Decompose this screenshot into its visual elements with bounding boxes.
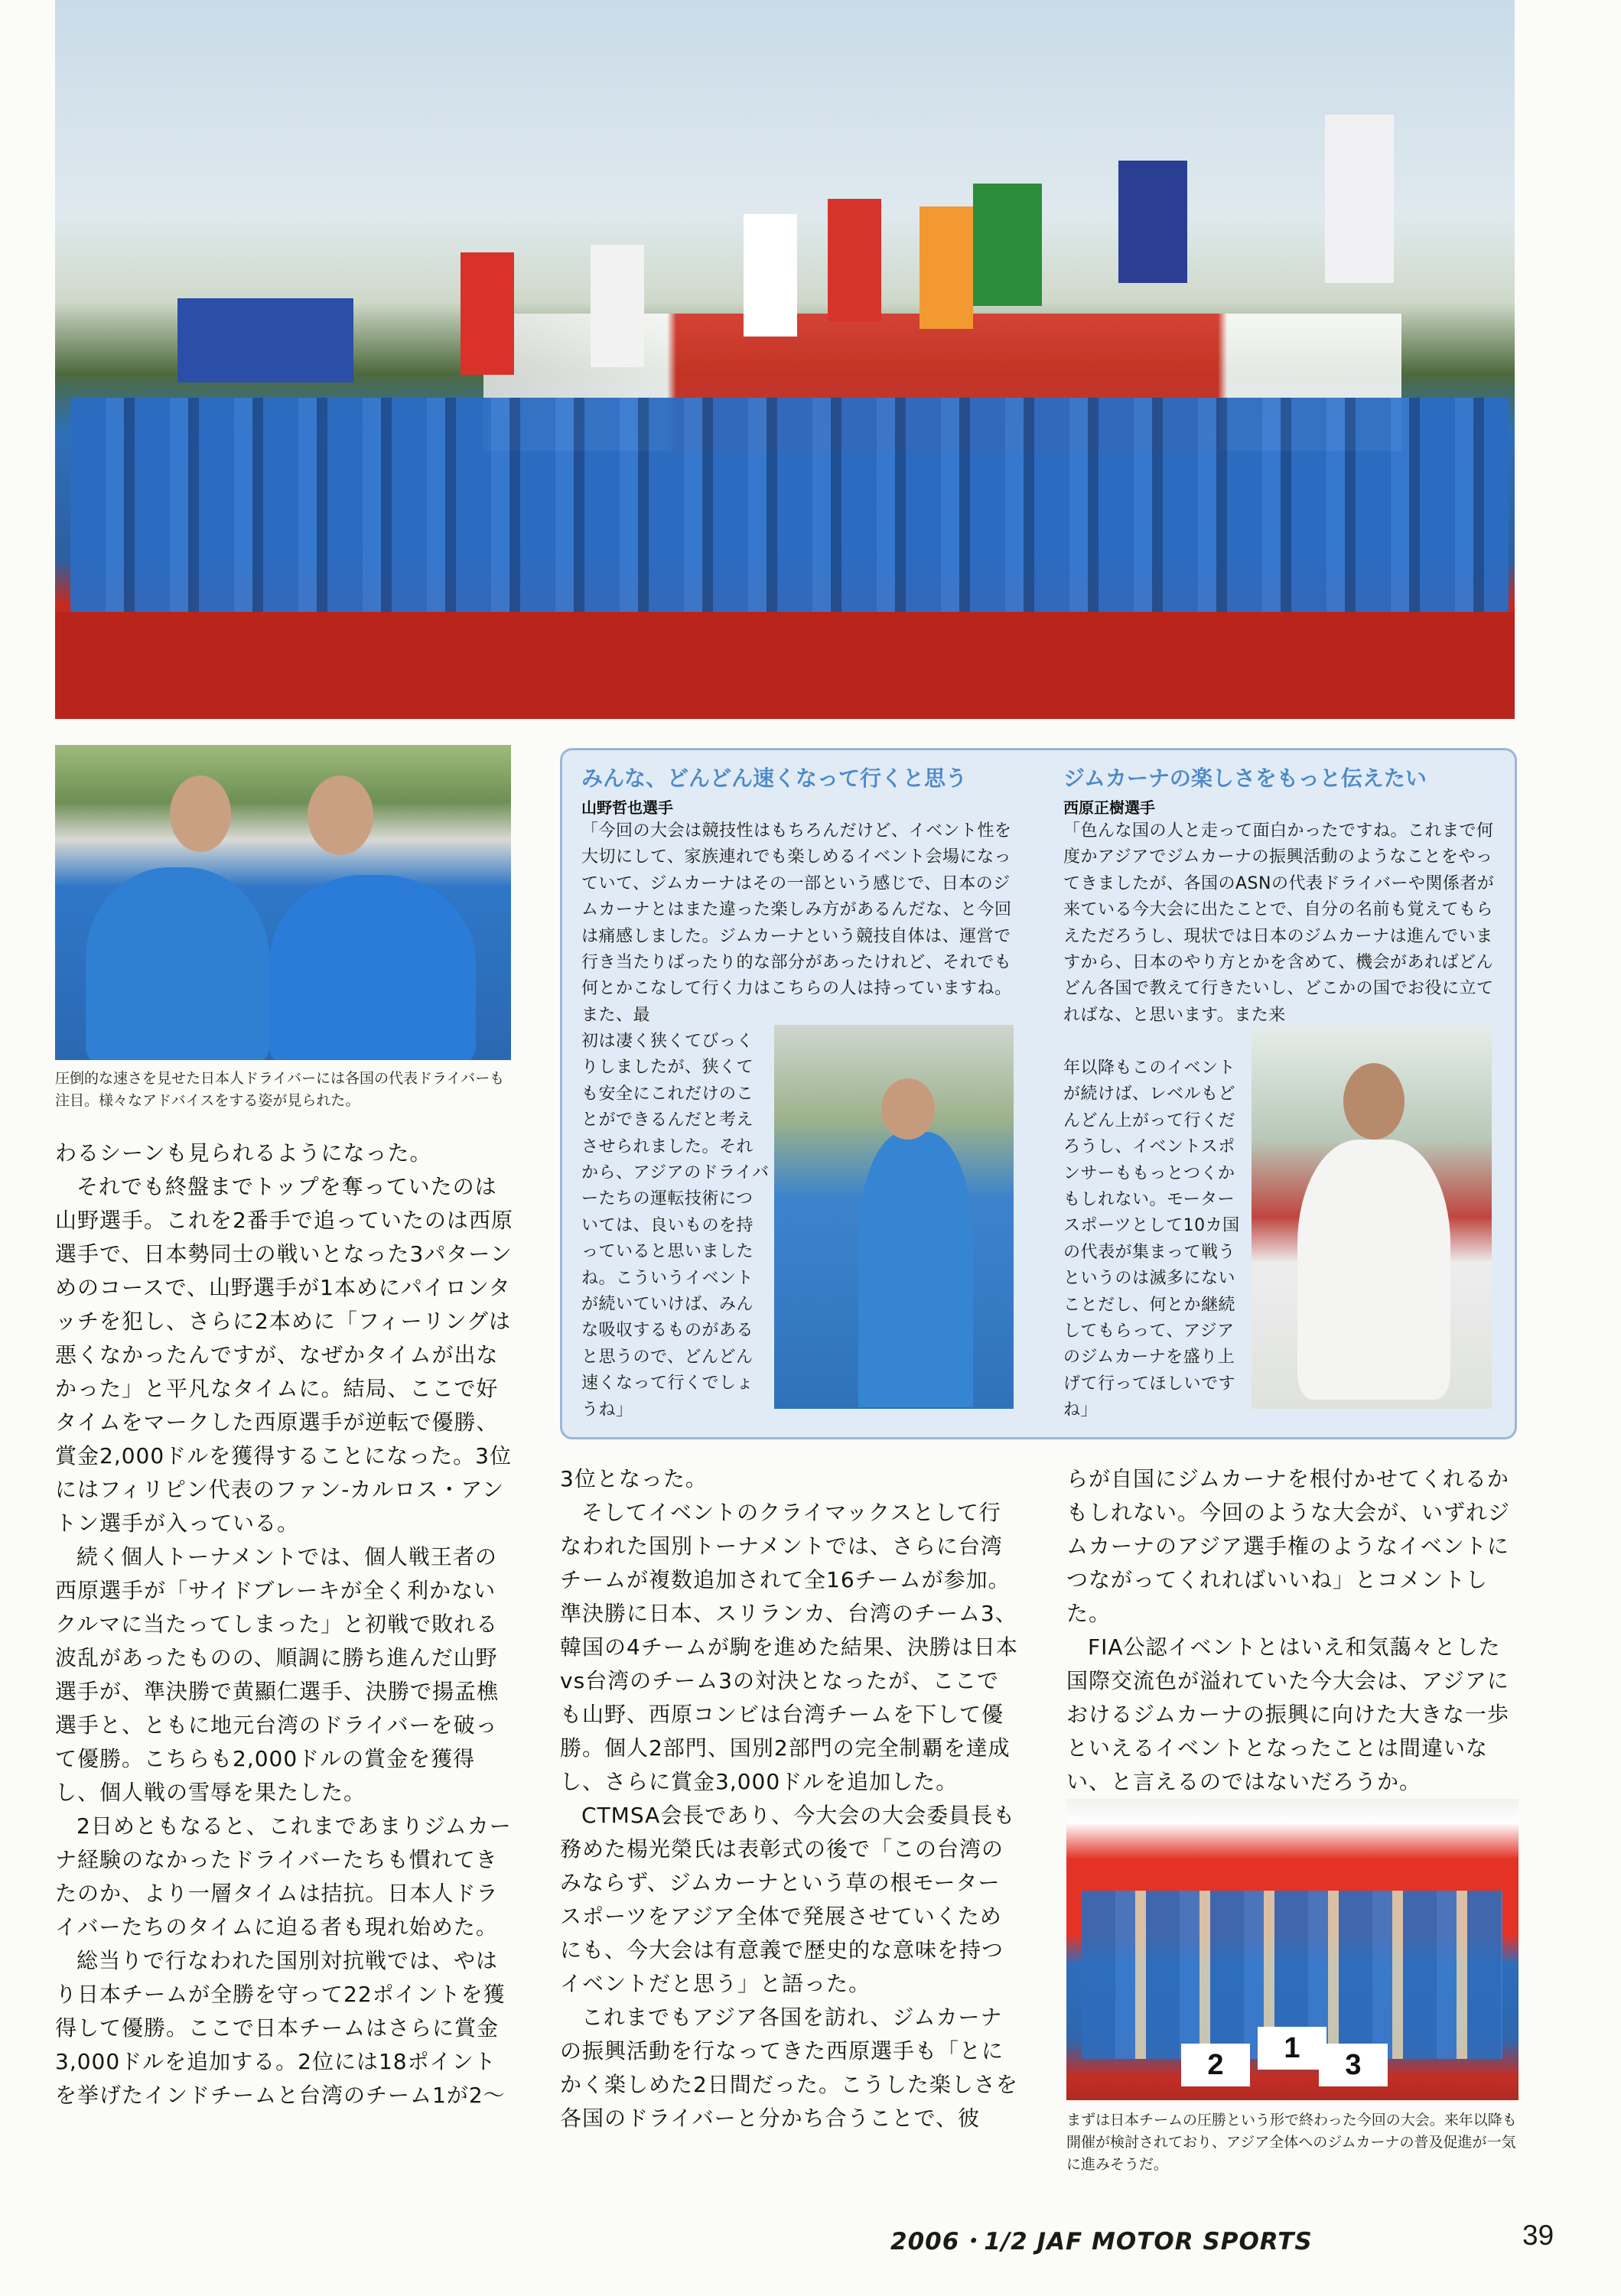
interview-left-name: 山野哲也選手 bbox=[581, 798, 673, 817]
body-paragraph: 2日めともなると、これまであまりジムカーナ経験のなかったドライバーたちも慣れてきたのか、より一層タイムは拮抗。日本人ドライバーたちのタイムに迫る者も現れ始めた。 bbox=[55, 1813, 512, 1940]
team-crowd bbox=[70, 398, 1509, 627]
interview-right-quote-wide: 「色んな国の人と走って面白かったですね。これまで何度かアジアでジムカーナの振興活動のようなことをやってきましたが、各国のASNの代表ドライバーや関係者が来ている今大会に出たことで、自分の名前も覚えてもらえただろうし、現状では日本のジムカーナは進んでいますから、日本のやり方とかを含めて、機会があればどんどん各国で教えて行きたいし、どこかの国でお役に立てればな、と思います。また来 bbox=[1063, 821, 1495, 1025]
hero-photo bbox=[55, 0, 1515, 719]
photo1-caption: 圧倒的な速さを見せた日本人ドライバーには各国の代表ドライバーも注目。様々なアドバイスをする姿が見られた。 bbox=[55, 1070, 505, 1109]
flag bbox=[461, 252, 514, 375]
interview-right-heading: ジムカーナの楽しさをもっと伝えたい bbox=[1063, 766, 1427, 791]
flag bbox=[973, 184, 1042, 306]
interview-right-quote bbox=[1063, 818, 1496, 1029]
interview-left-quote-wide: 「今回の大会は競技性はもちろんだけど、イベント性を大切にして、家族連れでも楽しめるイベント会場になっていて、ジムカーナはその一部という感じで、日本のジムカーナとはまた違った楽しみ方があるんだな、と今回は痛感しました。ジムカーナという競技自体は、運営で行き当たりばったり的な部分があったけれど、それでも何とかこなして行く力はこちらの人は持っていますね。また、最 bbox=[581, 821, 1012, 1025]
body-paragraph: これまでもアジア各国を訪れ、ジムカーナの振興活動を行なってきた西原選手も「とにかく楽しめた2日間だった。こうした楽しさを各国のドライバーと分かち合うことで、彼 bbox=[560, 2005, 1018, 2131]
body-paragraph: 続く個人トーナメントでは、個人戦王者の西原選手が「サイドブレーキが全く利かないクルマに当たってしまった」と初戦で敗れる波乱があったものの、順調に勝ち進んだ山野選手が、準決勝で黄顯仁選手、決勝で揚孟樵選手と、ともに地元台湾のドライバーを破って優勝。こちらも2,000ドルの賞金を獲得し、個人戦の雪辱を果たした。 bbox=[55, 1544, 500, 1805]
body-column-1 bbox=[55, 1137, 514, 2112]
nishihara-photo bbox=[1252, 1025, 1492, 1409]
driver-figure bbox=[1297, 1140, 1450, 1400]
interview-left-quote bbox=[581, 818, 1021, 1029]
driver-head bbox=[170, 776, 231, 852]
interview-left-quote-cont bbox=[581, 1029, 770, 1423]
body-paragraph: それでも終盤までトップを奪っていたのは山野選手。これを2番手で追っていたのは西原選手で、日本勢同士の戦いとなった3パターンめのコースで、山野選手が1本めにパイロンタッチを犯し、さらに2本めに「フィーリングは悪くなかったんですが、なぜかタイムが出なかった」と平凡なタイムに。結局、ここで好タイムをマークした西原選手が逆転で優勝、賞金2,000ドルを獲得することになった。3位にはフィリピン代表のファン-カルロス・アントン選手が入っている。 bbox=[55, 1174, 513, 1536]
driver-figure bbox=[86, 867, 269, 1060]
yamano-photo bbox=[774, 1025, 1014, 1409]
interview-right-quote-narrow: 年以降もこのイベントが続けば、レベルもどんどん上がって行くだろうし、イベントスポンサーももっとつくかもしれない。モータースポーツとして10カ国の代表が集まって戦うというのは滅多にないことだし、何とか継続してもらって、アジアのジムカーナを盛り上げて行ってほしいですね」 bbox=[1063, 1059, 1240, 1420]
driver-figure bbox=[858, 1132, 973, 1407]
drivers-photo bbox=[55, 745, 511, 1060]
interview-right-quote-cont bbox=[1063, 1055, 1244, 1424]
driver-head bbox=[1343, 1063, 1405, 1140]
interview-left-heading: みんな、どんどん速くなって行くと思う bbox=[581, 766, 968, 791]
driver-head bbox=[308, 776, 373, 855]
body-paragraph: 総当りで行なわれた国別対抗戦では、やはり日本チームが全勝を守って22ポイントを獲得して優勝。ここで日本チームはさらに賞金3,000ドルを追加する。2位には18ポイントを挙げたインドチームと台湾のチーム1が2〜 bbox=[55, 1948, 506, 2108]
flag bbox=[744, 214, 797, 337]
flag bbox=[920, 207, 973, 329]
flag bbox=[1118, 161, 1187, 283]
driver-figure bbox=[269, 875, 476, 1060]
podium-photo bbox=[1066, 1799, 1518, 2100]
body-column-3 bbox=[1066, 1462, 1522, 1799]
podium-first: 1 bbox=[1258, 2027, 1326, 2070]
podium-second: 2 bbox=[1181, 2044, 1250, 2086]
flag bbox=[1325, 115, 1394, 283]
body-paragraph: CTMSA会長であり、今大会の大会委員長も務めた楊光榮氏は表彰式の後で「この台湾のみならず、ジムカーナという草の根モータースポーツをアジア全体で発展させていくためにも、今大会は有意義で歴史的な意味を持つイベントだと思う」と語った。 bbox=[560, 1803, 1016, 1996]
body-paragraph: FIA公認イベントとはいえ和気藹々とした国際交流色が溢れていた今大会は、アジアにおけるジムカーナの振興に向けた大きな一歩といえるイベントとなったことは間違いない、と言えるのではないだろうか。 bbox=[1066, 1634, 1509, 1794]
flag bbox=[828, 199, 881, 321]
body-paragraph: 3位となった。 bbox=[560, 1466, 708, 1491]
body-paragraph: わるシーンも見られるようになった。 bbox=[55, 1140, 432, 1166]
page-number: 39 bbox=[1522, 2220, 1554, 2251]
podium-third: 3 bbox=[1319, 2044, 1388, 2086]
body-paragraph: そしてイベントのクライマックスとして行なわれた国別トーナメントでは、さらに台湾チームが複数追加されて全16チームが参加。準決勝に日本、スリランカ、台湾のチーム3、韓国の4チームが駒を進めた結果、決勝は日本vs台湾のチーム3の対決となったが、ここでも山野、西原コンビは台湾チームを下して優勝。個人2部門、国別2部門の完全制覇を達成し、さらに賞金3,000ドルを追加した。 bbox=[560, 1500, 1018, 1794]
body-paragraph: らが自国にジムカーナを根付かせてくれるかもしれない。今回のような大会が、いずれジムカーナのアジア選手権のようなイベントにつながってくれればいいね」とコメントした。 bbox=[1066, 1466, 1511, 1626]
red-stage bbox=[55, 612, 1515, 719]
photo4-caption: まずは日本チームの圧勝という形で終わった今回の大会。来年以降も開催が検討されており、アジア全体へのジムカーナの普及促進が一気に進みそうだ。 bbox=[1066, 2112, 1517, 2173]
driver-head bbox=[881, 1078, 935, 1140]
magazine-footer: 2006・1/2 JAF MOTOR SPORTS bbox=[890, 2228, 1313, 2255]
interview-left-quote-narrow: 初は凄く狭くてびっくりしましたが、狭くても安全にこれだけのことができるんだと考えさせられました。それから、アジアのドライバーたちの運転技術については、良いものを持っていると思いましたね。こういうイベントが続いていけば、みんな吸収するものがあると思うので、どんどん速くなって行くでしょうね」 bbox=[581, 1032, 770, 1420]
flag bbox=[591, 245, 644, 367]
body-column-2 bbox=[560, 1462, 1019, 2135]
flag bbox=[177, 298, 353, 382]
interview-right-name: 西原正樹選手 bbox=[1063, 798, 1155, 817]
